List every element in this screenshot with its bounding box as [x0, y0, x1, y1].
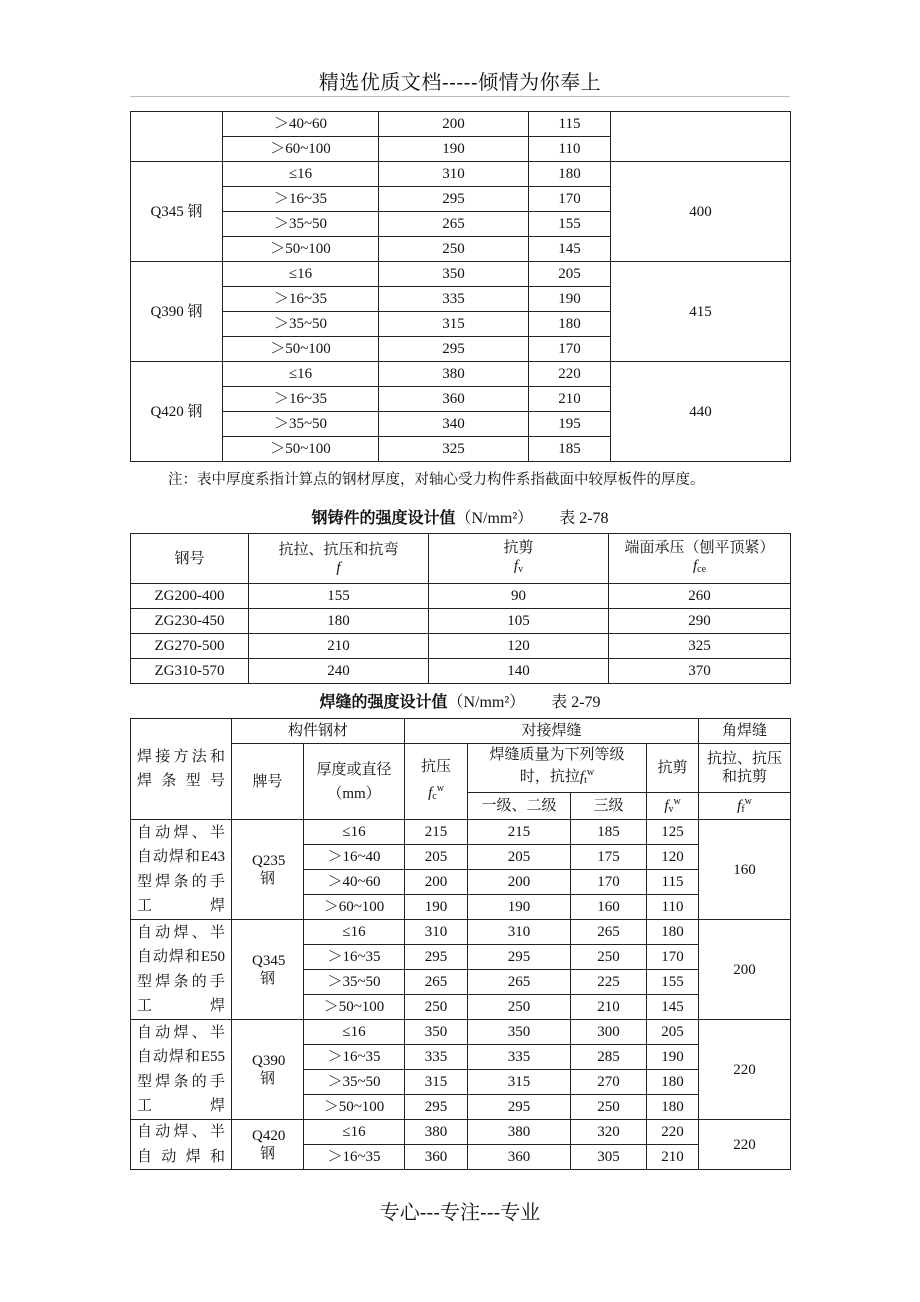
- tension-level3-cell: 160: [571, 895, 647, 920]
- cast-steel-table-caption: [0, 505, 920, 528]
- tension-level3-cell: 300: [571, 1020, 647, 1045]
- table-row: [131, 1020, 791, 1045]
- steel-strength-table-continued: [130, 111, 791, 462]
- tension-level3-cell: 305: [571, 1145, 647, 1170]
- header-superscript: w: [586, 767, 595, 778]
- strength-cell: 350: [379, 262, 529, 287]
- strength-cell: 340: [379, 412, 529, 437]
- bearing-cell: 400: [611, 162, 791, 262]
- thickness-cell: ＞16~35: [223, 287, 379, 312]
- strength-cell: 155: [249, 584, 429, 609]
- thickness-cell: ≤16: [223, 162, 379, 187]
- caption-title: 钢铸件的强度设计值: [311, 508, 456, 527]
- table-row: [131, 609, 791, 634]
- shear-cell: 180: [647, 1070, 699, 1095]
- thickness-cell: ＞60~100: [304, 895, 405, 920]
- column-header-level3: 三级: [571, 793, 647, 820]
- compression-cell: 350: [405, 1020, 468, 1045]
- header-label: 时，抗拉: [519, 769, 580, 785]
- thickness-cell: ＞50~100: [223, 437, 379, 462]
- header-symbol: f: [692, 557, 698, 574]
- column-header-shear: 抗剪: [647, 744, 699, 793]
- shear-cell: 190: [647, 1045, 699, 1070]
- thickness-cell: ＞50~100: [304, 995, 405, 1020]
- strength-cell: 240: [249, 659, 429, 684]
- caption-unit: （N/mm²）: [447, 694, 526, 711]
- thickness-cell: ≤16: [304, 1120, 405, 1145]
- column-header-butt-weld: 对接焊缝: [405, 719, 699, 744]
- header-subscript: ce: [697, 563, 707, 575]
- table-row: [131, 820, 791, 845]
- bearing-cell: 415: [611, 262, 791, 362]
- thickness-cell: ＞50~100: [223, 337, 379, 362]
- shear-cell: 170: [529, 337, 611, 362]
- header-subscript: f: [741, 804, 745, 815]
- table-row: [131, 262, 791, 287]
- thickness-cell: ≤16: [304, 920, 405, 945]
- page-footer: 专心---专注---专业: [379, 1200, 541, 1224]
- column-header-thickness: [304, 744, 405, 820]
- header-label: 抗拉、抗压: [707, 751, 783, 767]
- header-label: 抗剪: [503, 539, 534, 556]
- shear-symbol-cell: [647, 793, 699, 820]
- method-cell: 自动焊、半自动焊和E50型焊条的手工焊: [131, 920, 232, 1020]
- grade-cell: Q390钢: [232, 1020, 304, 1120]
- strength-cell: 325: [379, 437, 529, 462]
- column-header-fillet-strength: [699, 744, 791, 793]
- caption-number: 表 2-78: [559, 510, 609, 527]
- header-symbol: f: [664, 798, 669, 814]
- table-row: [131, 112, 791, 137]
- header-label: 端面承压（刨平顶紧）: [624, 539, 775, 556]
- thickness-cell: ＞35~50: [223, 212, 379, 237]
- shear-cell: 115: [529, 112, 611, 137]
- header-divider: [130, 96, 790, 97]
- tension-level12-cell: 190: [468, 895, 571, 920]
- compression-cell: 360: [405, 1145, 468, 1170]
- shear-cell: 190: [529, 287, 611, 312]
- bearing-cell: 325: [609, 634, 791, 659]
- shear-cell: 205: [647, 1020, 699, 1045]
- grade-cell: ZG230-450: [131, 609, 249, 634]
- fillet-cell: 220: [699, 1120, 791, 1170]
- thickness-cell: ＞60~100: [223, 137, 379, 162]
- thickness-cell: ≤16: [223, 362, 379, 387]
- header-label: 和抗剪: [722, 769, 768, 785]
- header-label: 焊缝质量为下列等级: [489, 747, 625, 763]
- fillet-symbol-cell: [699, 793, 791, 820]
- bearing-cell: 290: [609, 609, 791, 634]
- header-subscript: t: [584, 775, 587, 786]
- shear-cell: 210: [529, 387, 611, 412]
- header-label: 抗拉、抗压和抗弯: [278, 541, 399, 558]
- shear-cell: 210: [647, 1145, 699, 1170]
- tension-level3-cell: 285: [571, 1045, 647, 1070]
- tension-level12-cell: 295: [468, 945, 571, 970]
- column-header-fillet-weld: 角焊缝: [699, 719, 791, 744]
- tension-level12-cell: 200: [468, 870, 571, 895]
- thickness-cell: ≤16: [304, 820, 405, 845]
- grade-cell: Q390 钢: [131, 262, 223, 362]
- compression-cell: 315: [405, 1070, 468, 1095]
- tension-level3-cell: 320: [571, 1120, 647, 1145]
- column-header-grade: 钢号: [131, 534, 249, 584]
- thickness-cell: ＞16~35: [223, 387, 379, 412]
- header-symbol: f: [428, 784, 433, 801]
- header-subscript: c: [432, 790, 437, 802]
- grade-cell-empty: [131, 112, 223, 162]
- header-superscript: w: [436, 782, 444, 794]
- tension-level3-cell: 210: [571, 995, 647, 1020]
- grade-cell: Q345 钢: [131, 162, 223, 262]
- thickness-cell: ＞35~50: [223, 412, 379, 437]
- strength-cell: 295: [379, 337, 529, 362]
- compression-cell: 190: [405, 895, 468, 920]
- header-label: 抗压: [421, 758, 452, 775]
- tension-level3-cell: 250: [571, 945, 647, 970]
- header-superscript: w: [744, 796, 752, 807]
- table-row: [131, 634, 791, 659]
- shear-cell: 115: [647, 870, 699, 895]
- table-row: [131, 1120, 791, 1145]
- grade-cell: ZG310-570: [131, 659, 249, 684]
- thickness-cell: ≤16: [223, 262, 379, 287]
- page-header: 精选优质文档-----倾情为你奉上: [318, 70, 602, 94]
- weld-table-caption: [0, 689, 920, 712]
- tension-level12-cell: 295: [468, 1095, 571, 1120]
- bearing-cell: 260: [609, 584, 791, 609]
- thickness-cell: ＞50~100: [304, 1095, 405, 1120]
- table-row: [131, 659, 791, 684]
- shear-cell: 140: [429, 659, 609, 684]
- strength-cell: 360: [379, 387, 529, 412]
- shear-cell: 105: [429, 609, 609, 634]
- column-header-compression: [405, 744, 468, 820]
- header-label: 厚度或直径: [316, 761, 392, 778]
- thickness-cell: ＞35~50: [223, 312, 379, 337]
- header-subscript: v: [518, 563, 524, 575]
- shear-cell: 220: [647, 1120, 699, 1145]
- thickness-cell: ＞16~35: [304, 1145, 405, 1170]
- bearing-cell: 370: [609, 659, 791, 684]
- tension-level12-cell: 360: [468, 1145, 571, 1170]
- tension-level3-cell: 170: [571, 870, 647, 895]
- tension-level12-cell: 380: [468, 1120, 571, 1145]
- strength-cell: 190: [379, 137, 529, 162]
- header-superscript: w: [673, 796, 681, 807]
- cast-steel-strength-table: [130, 533, 791, 684]
- tension-level3-cell: 270: [571, 1070, 647, 1095]
- method-cell: 自动焊、半自动焊和: [131, 1120, 232, 1170]
- shear-cell: 180: [529, 312, 611, 337]
- table-row: [131, 920, 791, 945]
- column-header-quality: [468, 744, 647, 793]
- compression-cell: 310: [405, 920, 468, 945]
- shear-cell: 145: [647, 995, 699, 1020]
- strength-cell: 335: [379, 287, 529, 312]
- tension-level3-cell: 250: [571, 1095, 647, 1120]
- header-row: [131, 719, 791, 744]
- compression-cell: 380: [405, 1120, 468, 1145]
- fillet-cell: 220: [699, 1020, 791, 1120]
- shear-cell: 110: [529, 137, 611, 162]
- fillet-cell: 160: [699, 820, 791, 920]
- thickness-cell: ＞16~40: [304, 845, 405, 870]
- thickness-cell: ＞16~35: [223, 187, 379, 212]
- shear-cell: 170: [647, 945, 699, 970]
- method-cell: 自动焊、半自动焊和E43型焊条的手工焊: [131, 820, 232, 920]
- tension-level12-cell: 310: [468, 920, 571, 945]
- shear-cell: 180: [529, 162, 611, 187]
- strength-cell: 180: [249, 609, 429, 634]
- grade-cell: ZG270-500: [131, 634, 249, 659]
- thickness-cell: ＞40~60: [304, 870, 405, 895]
- strength-cell: 250: [379, 237, 529, 262]
- grade-cell: Q420 钢: [131, 362, 223, 462]
- shear-cell: 185: [529, 437, 611, 462]
- shear-cell: 120: [647, 845, 699, 870]
- shear-cell: 195: [529, 412, 611, 437]
- tension-level3-cell: 185: [571, 820, 647, 845]
- column-header-bearing: [609, 534, 791, 584]
- tension-level12-cell: 350: [468, 1020, 571, 1045]
- header-symbol: f: [336, 559, 341, 576]
- tension-level3-cell: 225: [571, 970, 647, 995]
- shear-cell: 205: [529, 262, 611, 287]
- column-header-grade: 牌号: [232, 744, 304, 820]
- strength-cell: 315: [379, 312, 529, 337]
- thickness-cell: ＞50~100: [223, 237, 379, 262]
- compression-cell: 265: [405, 970, 468, 995]
- column-header-shear: [429, 534, 609, 584]
- compression-cell: 335: [405, 1045, 468, 1070]
- grade-cell: ZG200-400: [131, 584, 249, 609]
- tension-level3-cell: 175: [571, 845, 647, 870]
- bearing-cell: 440: [611, 362, 791, 462]
- compression-cell: 205: [405, 845, 468, 870]
- compression-cell: 295: [405, 945, 468, 970]
- shear-cell: 155: [647, 970, 699, 995]
- fillet-cell: 200: [699, 920, 791, 1020]
- table-row: [131, 584, 791, 609]
- shear-cell: 145: [529, 237, 611, 262]
- header-symbol: f: [579, 769, 585, 785]
- tension-level12-cell: 265: [468, 970, 571, 995]
- compression-cell: 215: [405, 820, 468, 845]
- shear-cell: 110: [647, 895, 699, 920]
- shear-cell: 155: [529, 212, 611, 237]
- header-unit: （mm）: [327, 785, 381, 802]
- tension-level12-cell: 250: [468, 995, 571, 1020]
- strength-cell: 310: [379, 162, 529, 187]
- column-header-method: 焊接方法和焊条型号: [131, 719, 232, 820]
- thickness-cell: ＞16~35: [304, 945, 405, 970]
- thickness-cell: ＞35~50: [304, 970, 405, 995]
- column-header-steel: 构件钢材: [232, 719, 405, 744]
- tension-level3-cell: 265: [571, 920, 647, 945]
- shear-cell: 125: [647, 820, 699, 845]
- bearing-cell-empty: [611, 112, 791, 162]
- shear-cell: 220: [529, 362, 611, 387]
- shear-cell: 180: [647, 1095, 699, 1120]
- tension-level12-cell: 335: [468, 1045, 571, 1070]
- table-row: [131, 362, 791, 387]
- tension-level12-cell: 205: [468, 845, 571, 870]
- thickness-cell: ＞35~50: [304, 1070, 405, 1095]
- grade-cell: Q235钢: [232, 820, 304, 920]
- caption-unit: （N/mm²）: [455, 510, 534, 527]
- caption-title: 焊缝的强度设计值: [319, 692, 448, 711]
- strength-cell: 200: [379, 112, 529, 137]
- thickness-cell: ＞16~35: [304, 1045, 405, 1070]
- grade-cell: Q345钢: [232, 920, 304, 1020]
- grade-cell: Q420钢: [232, 1120, 304, 1170]
- header-row: [131, 534, 791, 584]
- tension-level12-cell: 315: [468, 1070, 571, 1095]
- method-cell: 自动焊、半自动焊和E55型焊条的手工焊: [131, 1020, 232, 1120]
- thickness-cell: ＞40~60: [223, 112, 379, 137]
- header-symbol: f: [737, 798, 742, 814]
- strength-cell: 210: [249, 634, 429, 659]
- weld-strength-table: [130, 718, 791, 1170]
- column-header-tension: [249, 534, 429, 584]
- compression-cell: 295: [405, 1095, 468, 1120]
- shear-cell: 180: [647, 920, 699, 945]
- shear-cell: 120: [429, 634, 609, 659]
- strength-cell: 295: [379, 187, 529, 212]
- strength-cell: 380: [379, 362, 529, 387]
- strength-cell: 265: [379, 212, 529, 237]
- caption-number: 表 2-79: [551, 694, 601, 711]
- header-subscript: v: [668, 804, 674, 815]
- table-note: 注：表中厚度系指计算点的钢材厚度，对轴心受力构件系指截面中较厚板件的厚度。: [168, 472, 705, 488]
- thickness-cell: ≤16: [304, 1020, 405, 1045]
- shear-cell: 90: [429, 584, 609, 609]
- table-row: [131, 162, 791, 187]
- tension-level12-cell: 215: [468, 820, 571, 845]
- compression-cell: 250: [405, 995, 468, 1020]
- column-header-level12: 一级、二级: [468, 793, 571, 820]
- shear-cell: 170: [529, 187, 611, 212]
- header-symbol: f: [513, 557, 519, 574]
- compression-cell: 200: [405, 870, 468, 895]
